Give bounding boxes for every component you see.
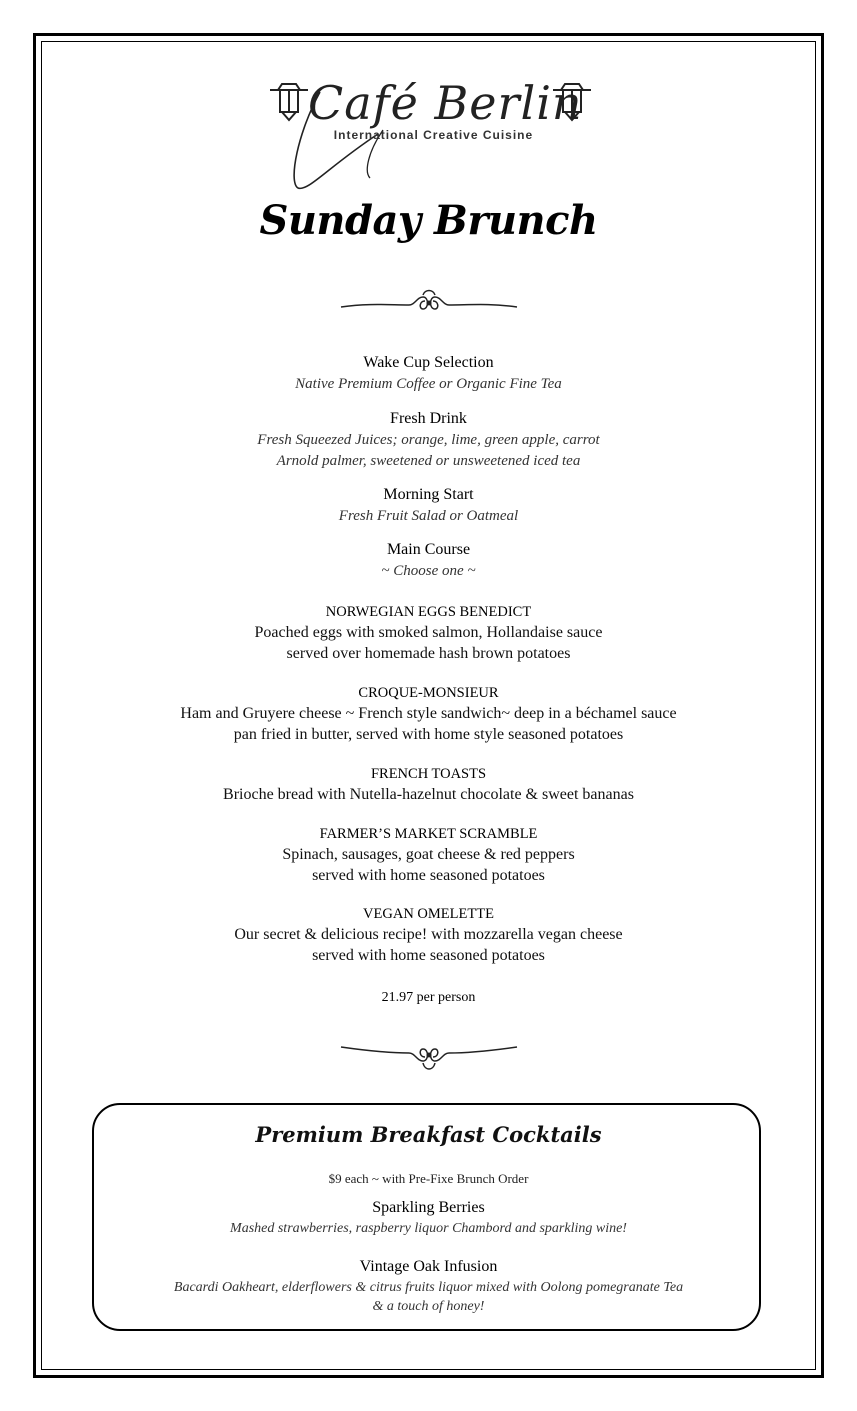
section-heading: Morning Start: [383, 486, 474, 503]
dish-name: VEGAN OMELETTE: [363, 906, 494, 922]
cocktail-vintage-oak-infusion: [0, 1256, 857, 1316]
dish-name: CROQUE-MONSIEUR: [358, 685, 499, 701]
dish-croque-monsieur: [0, 683, 857, 745]
section-line: Fresh Fruit Salad or Oatmeal: [338, 508, 519, 524]
cocktail-sparkling-berries: [0, 1197, 857, 1238]
dish-name: NORWEGIAN EGGS BENEDICT: [325, 604, 532, 620]
price-line: [0, 988, 857, 1008]
cocktail-description: & a touch of honey!: [372, 1299, 485, 1314]
dish-french-toasts: [0, 764, 857, 805]
cocktail-name: Sparkling Berries: [372, 1199, 485, 1216]
menu-title: Sunday Brunch: [259, 197, 598, 244]
cafe-berlin-logo: [268, 72, 593, 192]
section-main-course: [0, 539, 857, 582]
flourish-divider-top: [339, 285, 519, 321]
dish-farmers-market-scramble: [0, 824, 857, 886]
cocktail-name: Vintage Oak Infusion: [359, 1258, 498, 1275]
section-wake-cup: [0, 352, 857, 395]
cocktail-description: Mashed strawberries, raspberry liquor Chambord and sparkling wine!: [230, 1221, 627, 1236]
cocktail-description: Bacardi Oakheart, elderflowers & citrus fruits liquor mixed with Oolong pomegranate Tea: [173, 1280, 684, 1295]
section-heading: Fresh Drink: [390, 410, 467, 427]
dish-description: Poached eggs with smoked salmon, Hollandaise sauce: [254, 624, 603, 641]
dish-description: served over homemade hash brown potatoes: [286, 645, 571, 662]
cocktails-note-line: [0, 1170, 857, 1188]
section-heading: Main Course: [386, 541, 471, 558]
dish-description: pan fried in butter, served with home style seasoned potatoes: [233, 726, 624, 743]
flourish-divider-bottom: [339, 1037, 519, 1073]
section-line: Arnold palmer, sweetened or unsweetened iced tea: [276, 453, 581, 469]
brand-tagline: International Creative Cuisine: [333, 128, 534, 142]
section-line: ~ Choose one ~: [381, 563, 476, 579]
dish-norwegian-eggs-benedict: [0, 602, 857, 664]
brunch-price: 21.97 per person: [381, 990, 476, 1005]
brand-name: Café Berlin: [308, 76, 583, 130]
dish-description: Brioche bread with Nutella-hazelnut chocolate & sweet bananas: [223, 786, 634, 803]
dish-description: served with home seasoned potatoes: [312, 947, 545, 964]
dish-description: Our secret & delicious recipe! with mozzarella vegan cheese: [234, 926, 623, 943]
section-line: Native Premium Coffee or Organic Fine Tea: [295, 376, 562, 392]
dish-description: served with home seasoned potatoes: [312, 867, 545, 884]
section-fresh-drink: [0, 408, 857, 472]
dish-description: Spinach, sausages, goat cheese & red peppers: [282, 846, 575, 863]
dish-vegan-omelette: [0, 904, 857, 966]
cocktails-note: $9 each ~ with Pre-Fixe Brunch Order: [328, 1171, 529, 1186]
section-morning-start: [0, 484, 857, 527]
dish-description: Ham and Gruyere cheese ~ French style sandwich~ deep in a béchamel sauce: [180, 705, 677, 722]
left-lantern-icon: [270, 84, 308, 120]
cocktails-title: Premium Breakfast Cocktails: [255, 1122, 602, 1147]
section-line: Fresh Squeezed Juices; orange, lime, green apple, carrot: [257, 432, 600, 448]
dish-name: FRENCH TOASTS: [370, 766, 487, 782]
section-heading: Wake Cup Selection: [363, 354, 494, 371]
dish-name: FARMER’S MARKET SCRAMBLE: [319, 826, 538, 842]
